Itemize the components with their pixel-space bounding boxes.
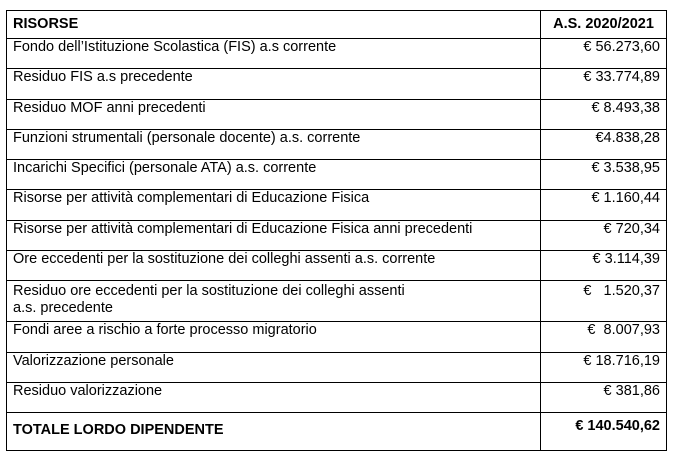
total-label: TOTALE LORDO DIPENDENTE bbox=[7, 413, 541, 451]
resources-table bbox=[6, 10, 667, 451]
row-value: € 3.114,39 bbox=[541, 251, 667, 281]
row-value: € 18.716,19 bbox=[541, 352, 667, 382]
table-row bbox=[7, 281, 667, 322]
table-row bbox=[7, 69, 667, 99]
row-label bbox=[7, 281, 541, 322]
table-row bbox=[7, 382, 667, 412]
table-header-row bbox=[7, 11, 667, 39]
table-row bbox=[7, 129, 667, 159]
table-row bbox=[7, 220, 667, 250]
row-value: € 1.160,44 bbox=[541, 190, 667, 220]
table-row bbox=[7, 39, 667, 69]
row-label: Fondi aree a rischio a forte processo migratorio bbox=[7, 322, 541, 352]
row-label: Funzioni strumentali (personale docente) a.s. corrente bbox=[7, 129, 541, 159]
table-row bbox=[7, 160, 667, 190]
row-value: € 3.538,95 bbox=[541, 160, 667, 190]
row-value: € 33.774,89 bbox=[541, 69, 667, 99]
row-value: € 381,86 bbox=[541, 382, 667, 412]
table-row bbox=[7, 352, 667, 382]
header-label: RISORSE bbox=[7, 11, 541, 39]
row-value: € 8.493,38 bbox=[541, 99, 667, 129]
row-value: € 1.520,37 bbox=[541, 281, 667, 322]
header-value: A.S. 2020/2021 bbox=[541, 11, 667, 39]
table-row bbox=[7, 251, 667, 281]
table-row bbox=[7, 190, 667, 220]
row-label: Risorse per attività complementari di Educazione Fisica anni precedenti bbox=[7, 220, 541, 250]
row-label: Ore eccedenti per la sostituzione dei colleghi assenti a.s. corrente bbox=[7, 251, 541, 281]
row-label-line2: a.s. precedente bbox=[13, 300, 113, 317]
row-label: Valorizzazione personale bbox=[7, 352, 541, 382]
table-row bbox=[7, 99, 667, 129]
row-label: Incarichi Specifici (personale ATA) a.s. corrente bbox=[7, 160, 541, 190]
row-value: € 720,34 bbox=[541, 220, 667, 250]
table-row bbox=[7, 322, 667, 352]
total-value: € 140.540,62 bbox=[541, 413, 667, 451]
row-label: Residuo FIS a.s precedente bbox=[7, 69, 541, 99]
row-label: Residuo valorizzazione bbox=[7, 382, 541, 412]
row-value: €4.838,28 bbox=[541, 129, 667, 159]
row-label: Residuo MOF anni precedenti bbox=[7, 99, 541, 129]
row-value: € 56.273,60 bbox=[541, 39, 667, 69]
row-value: € 8.007,93 bbox=[541, 322, 667, 352]
table-total-row bbox=[7, 413, 667, 451]
row-label: Fondo dell’Istituzione Scolastica (FIS) a.s corrente bbox=[7, 39, 541, 69]
row-label-line1: Residuo ore eccedenti per la sostituzione dei colleghi assenti bbox=[13, 283, 405, 300]
row-label: Risorse per attività complementari di Educazione Fisica bbox=[7, 190, 541, 220]
